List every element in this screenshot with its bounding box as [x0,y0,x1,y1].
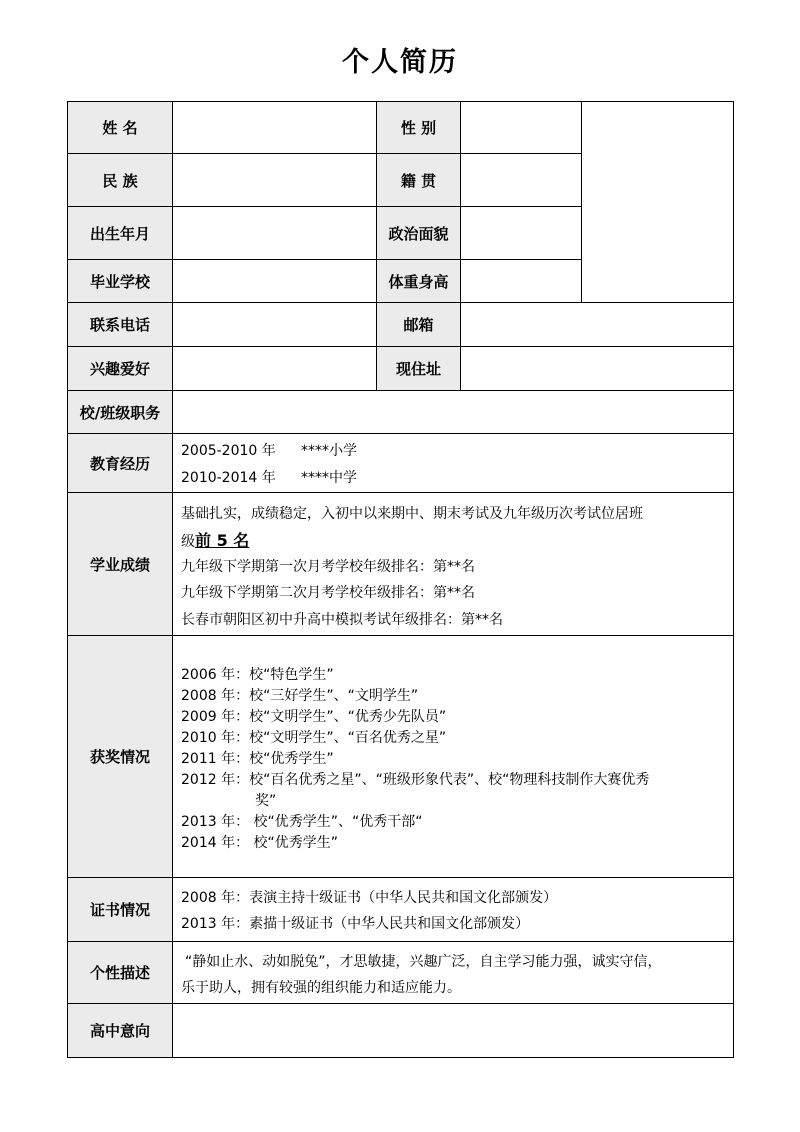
academic-rank-prefix: 级 [181,534,195,550]
email-value[interactable] [460,302,734,347]
award-item: 2014 年： 校“优秀学生” [181,835,339,851]
academic-line: 九年级下学期第一次月考学校年级排名：第**名 [181,559,475,575]
intention-value[interactable] [172,1003,734,1058]
education-years: 2005-2010 年 [181,443,276,459]
phone-value[interactable] [172,302,377,347]
education-item [181,440,357,460]
personality-line: 乐于助人，拥有较强的组织能力和适应能力。 [181,980,461,996]
academic-value [172,492,734,636]
label-personality: 个性描述 [67,941,173,1004]
name-value[interactable] [172,101,377,154]
education-value [172,433,734,493]
award-item: 2012 年：校“百名优秀之星”、“班级形象代表”、校“物理科技制作大赛优秀 [181,772,650,788]
label-gender: 性 别 [376,101,461,154]
label-address: 现住址 [376,346,461,391]
label-political: 政治面貌 [376,206,461,260]
award-item: 2011 年：校“优秀学生” [181,751,334,767]
label-certificates: 证书情况 [67,877,173,942]
academic-rank-emphasis: 前 5 名 [195,531,250,550]
award-item: 奖” [255,793,277,809]
photo-area [581,101,734,303]
certificate-item: 2013 年：素描十级证书（中华人民共和国文化部颁发） [181,916,530,932]
label-position: 校/班级职务 [67,390,173,434]
label-education: 教育经历 [67,433,173,493]
awards-value [172,635,734,878]
personality-line: “静如止水、动如脱兔”，才思敏捷，兴趣广泛，自主学习能力强，诚实守信， [185,954,662,970]
label-birth: 出生年月 [67,206,173,260]
academic-line [181,528,249,551]
native-place-value[interactable] [460,153,582,207]
award-item: 2008 年：校“三好学生”、“文明学生” [181,688,419,704]
award-item: 2013 年： 校“优秀学生”、“优秀干部“ [181,814,423,830]
education-school: ****小学 [301,443,357,459]
certificates-value [172,877,734,942]
label-school: 毕业学校 [67,259,173,303]
label-ethnicity: 民 族 [67,153,173,207]
address-value[interactable] [460,346,734,391]
label-hobby: 兴趣爱好 [67,346,173,391]
personality-value [172,941,734,1004]
award-item: 2009 年：校“文明学生”、“优秀少先队员” [181,709,447,725]
academic-line: 长春市朝阳区初中升高中模拟考试年级排名：第**名 [181,612,503,628]
education-years: 2010-2014 年 [181,470,276,486]
award-item: 2006 年：校“特色学生” [181,667,334,683]
certificate-item: 2008 年：表演主持十级证书（中华人民共和国文化部颁发） [181,890,558,906]
school-value[interactable] [172,259,377,303]
education-school: ****中学 [301,470,357,486]
hobby-value[interactable] [172,346,377,391]
label-academic: 学业成绩 [67,492,173,636]
label-email: 邮箱 [376,302,461,347]
position-value[interactable] [172,390,734,434]
page-title: 个人简历 [342,47,458,78]
label-phone: 联系电话 [67,302,173,347]
academic-line: 九年级下学期第二次月考学校年级排名：第**名 [181,585,475,601]
height-weight-value[interactable] [460,259,582,303]
label-awards: 获奖情况 [67,635,173,878]
political-value[interactable] [460,206,582,260]
label-height-weight: 体重身高 [376,259,461,303]
label-name: 姓 名 [67,101,173,154]
ethnicity-value[interactable] [172,153,377,207]
award-item: 2010 年：校“文明学生”、“百名优秀之星” [181,730,447,746]
education-item [181,467,357,487]
academic-line: 基础扎实，成绩稳定，入初中以来期中、期末考试及九年级历次考试位居班 [181,506,643,522]
gender-value[interactable] [460,101,582,154]
label-intention: 高中意向 [67,1003,173,1058]
birth-value[interactable] [172,206,377,260]
label-native-place: 籍 贯 [376,153,461,207]
